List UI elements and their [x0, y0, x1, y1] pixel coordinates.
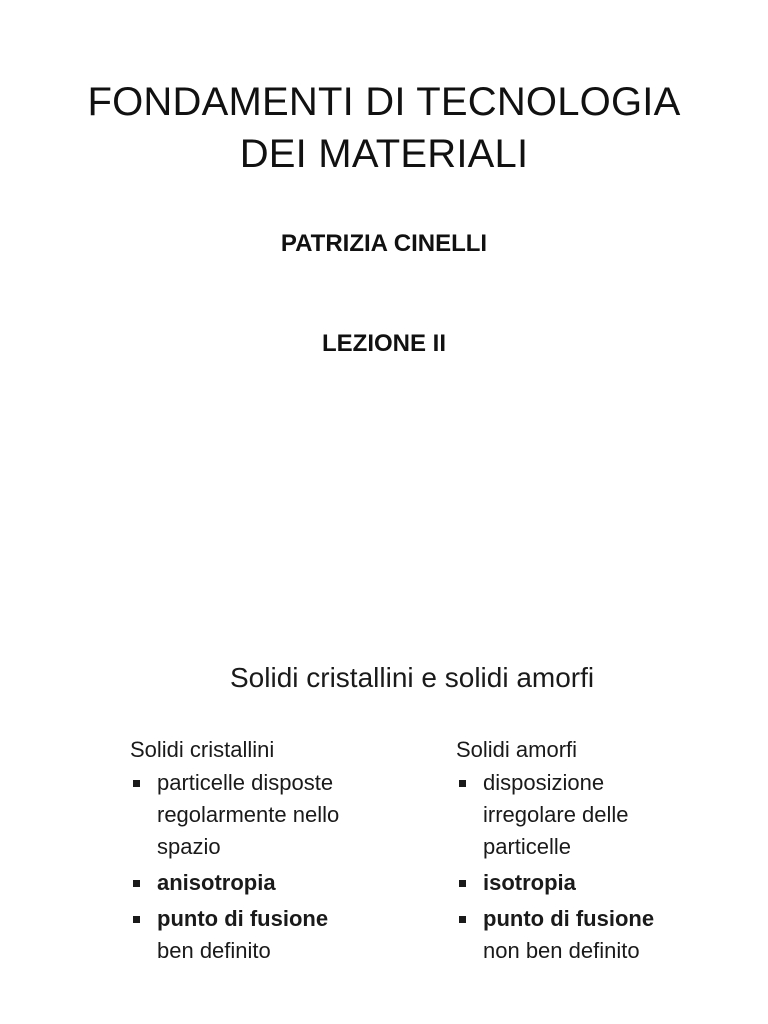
- square-bullet-icon: [133, 916, 140, 923]
- title-line-2: DEI MATERIALI: [239, 132, 529, 176]
- amorphous-bullet-melting-point: [456, 903, 756, 967]
- author-name: PATRIZIA CINELLI: [280, 230, 488, 257]
- bullet-line: ben definito: [157, 938, 271, 963]
- crystalline-bullet-anisotropy: [130, 867, 430, 899]
- square-bullet-icon: [133, 780, 140, 787]
- amorphous-column: [456, 735, 756, 971]
- bullet-line: spazio: [157, 834, 221, 859]
- amorphous-bullet-isotropy: [456, 867, 756, 899]
- lesson-label: LEZIONE II: [321, 330, 446, 357]
- square-bullet-icon: [459, 780, 466, 787]
- square-bullet-icon: [133, 880, 140, 887]
- slide-title: Solidi cristallini e solidi amorfi: [230, 662, 595, 693]
- bullet-line: regolarmente nello: [157, 802, 340, 827]
- crystalline-heading: Solidi cristallini: [130, 737, 275, 762]
- bullet-bold-text: punto di fusione: [483, 906, 655, 931]
- bullet-bold-text: punto di fusione: [157, 906, 329, 931]
- title-line-1: FONDAMENTI DI TECNOLOGIA: [87, 80, 681, 124]
- document-title: [0, 76, 768, 180]
- bullet-line: non ben definito: [483, 938, 640, 963]
- crystalline-column: [130, 735, 430, 971]
- amorphous-bullet-arrangement: [456, 767, 756, 863]
- amorphous-heading: Solidi amorfi: [456, 737, 578, 762]
- crystalline-bullet-arrangement: [130, 767, 430, 863]
- bullet-line: particelle disposte: [157, 770, 334, 795]
- bullet-line: particelle: [483, 834, 572, 859]
- crystalline-bullet-melting-point: [130, 903, 430, 967]
- square-bullet-icon: [459, 916, 466, 923]
- bullet-line: disposizione: [483, 770, 605, 795]
- bullet-bold-text: isotropia: [483, 870, 576, 895]
- square-bullet-icon: [459, 880, 466, 887]
- bullet-line: irregolare delle: [483, 802, 629, 827]
- bullet-bold-text: anisotropia: [157, 870, 276, 895]
